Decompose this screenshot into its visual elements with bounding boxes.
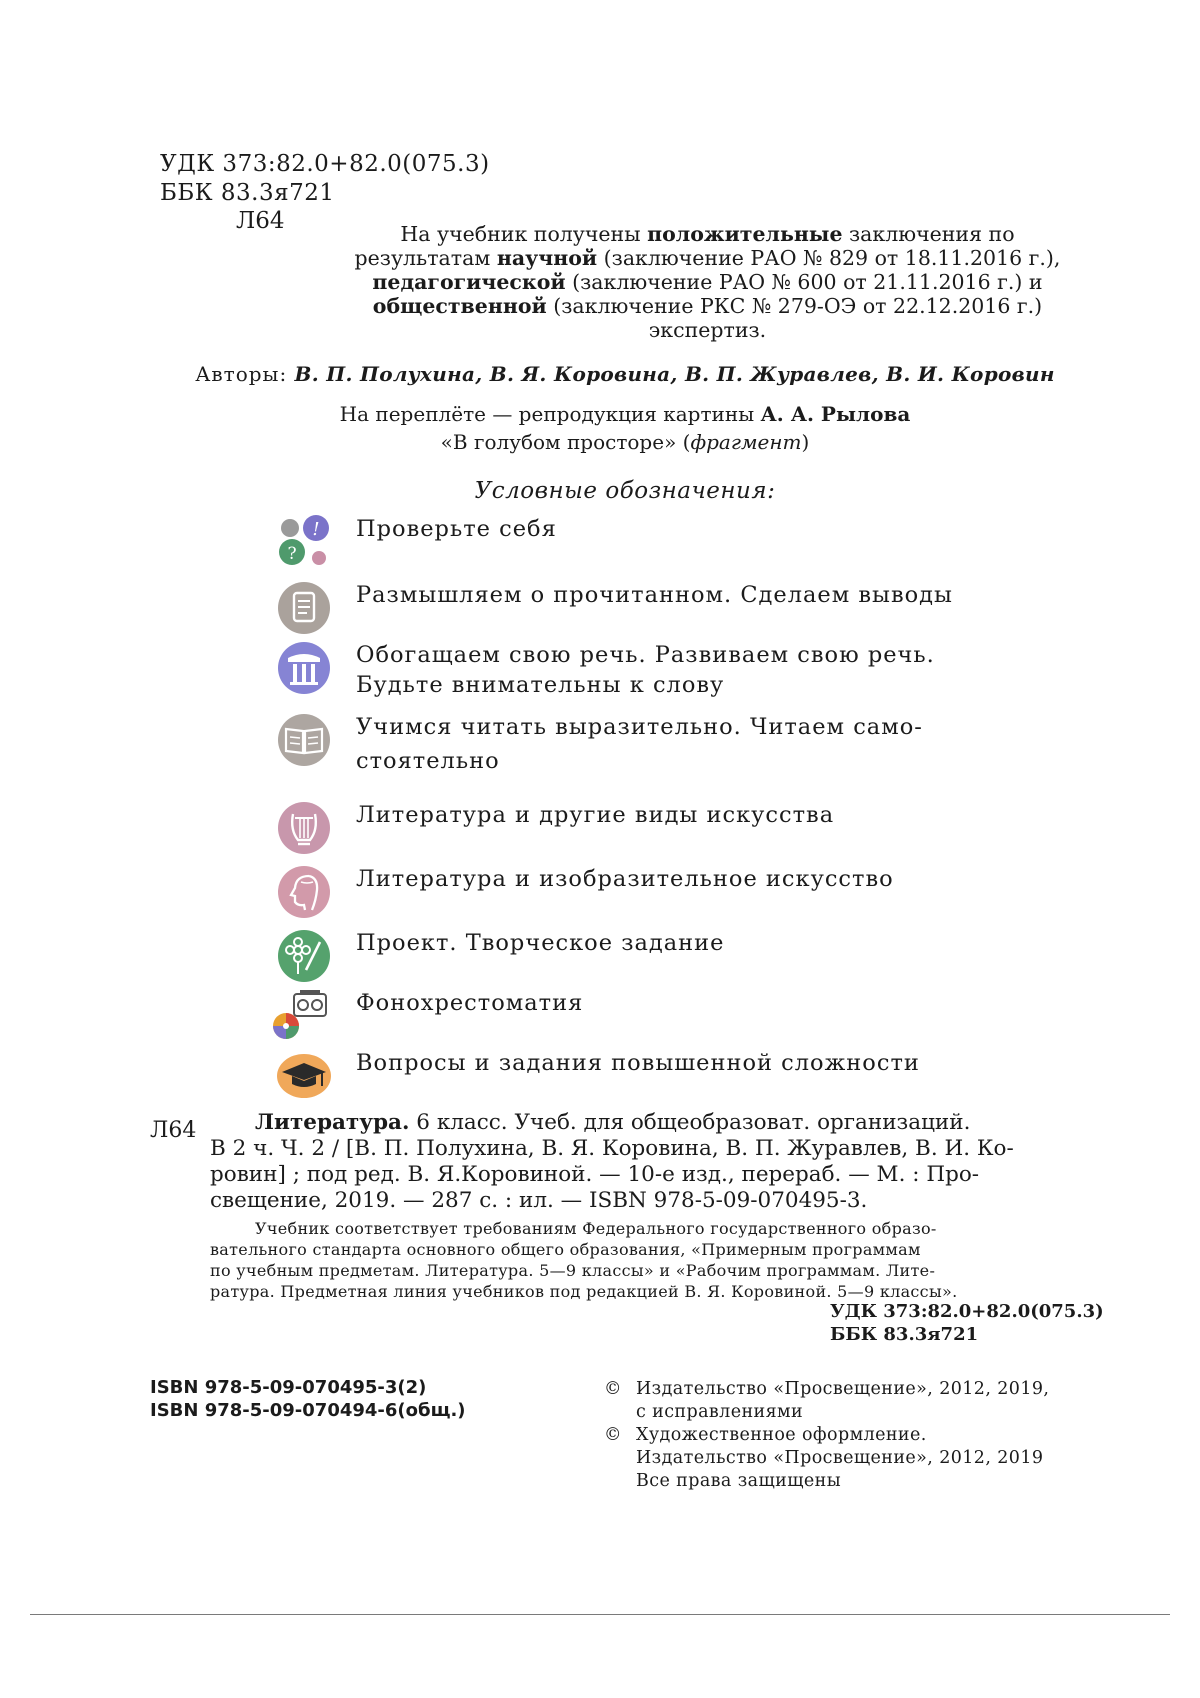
legend-title: Условные обозначения: [474, 478, 776, 504]
compliance-line: вательного стандарта основного общего образования, «Примерным программам [210, 1240, 921, 1259]
legend-item-label [356, 640, 935, 700]
legend-item-label: Проверьте себя [356, 516, 557, 542]
copyright-block [604, 1378, 1114, 1493]
flower-pen-icon [276, 928, 332, 984]
citation-udk: УДК 373:82.0+82.0(075.3) [830, 1301, 1104, 1322]
approvals-text [285, 222, 1130, 342]
approvals-text-part: (заключение РАО № 829 от 18.11.2016 г.), [597, 246, 1061, 270]
compliance-line: ратура. Предметная линия учебников под редакцией В. Я. Коровиной. 5—9 классы». [210, 1282, 958, 1301]
isbn-set: ISBN 978-5-09-070494-6(общ.) [150, 1400, 466, 1421]
compliance-line: по учебным предметам. Литература. 5—9 классы» и «Рабочим программам. Лите- [210, 1261, 936, 1280]
graduation-cap-icon [276, 1048, 332, 1104]
citation-bbk: ББК 83.3я721 [830, 1324, 979, 1345]
approvals-text-part: На учебник получены [400, 222, 648, 246]
cover-note-text: «В голубом просторе» ( [440, 430, 691, 454]
isbn-part: ISBN 978-5-09-070495-3(2) [150, 1377, 427, 1398]
legend-item-line: Учимся читать выразительно. Читаем само- [356, 714, 923, 740]
copyright-symbol: © [604, 1425, 622, 1445]
approvals-text-part: (заключение РАО № 600 от 21.11.2016 г.) и [565, 270, 1043, 294]
legend-item-line: Обогащаем свою речь. Развиваем свою речь. [356, 642, 935, 668]
citation-author-mark: Л64 [150, 1118, 197, 1143]
citation-line: ровин] ; под ред. В. Я.Коровиной. — 10-е изд., перераб. — М. : Про- [210, 1162, 980, 1187]
copyright-line: Издательство «Просвещение», 2012, 2019 [636, 1448, 1044, 1468]
legend-item-line: стоятельно [356, 748, 500, 774]
udk-bbk-block [160, 150, 490, 208]
legend-item [276, 514, 1136, 574]
cover-note-text: На переплёте — репродукция картины [339, 402, 761, 426]
legend-item [276, 988, 1136, 1048]
authors-label: Авторы: [195, 362, 295, 386]
approvals-text-part: экспертиз. [648, 318, 767, 342]
cover-note [150, 400, 1100, 456]
copyright-line: с исправлениями [636, 1402, 804, 1422]
approvals-text-part: заключения по [842, 222, 1015, 246]
authors-names: В. П. Полухина, В. Я. Коровина, В. П. Журавлев, В. И. Коровин [294, 362, 1055, 386]
approvals-emphasis: общественной [372, 294, 547, 318]
svg-text:!: ! [312, 519, 320, 540]
compliance-note [210, 1218, 1115, 1302]
legend-item-line: Будьте внимательны к слову [356, 672, 725, 698]
legend-item-label: Литература и другие виды искусства [356, 802, 835, 828]
citation-line: свещение, 2019. — 287 с. : ил. — ISBN 978-5-09-070495-3. [210, 1188, 868, 1213]
legend-item [276, 580, 1136, 640]
legend-item [276, 640, 1136, 700]
legend-item-label [356, 712, 923, 776]
approvals-emphasis: научной [496, 246, 598, 270]
bibliographic-citation [210, 1110, 1115, 1214]
painter-name: А. А. Рылова [760, 402, 911, 426]
column-icon [276, 640, 332, 696]
citation-line: 6 класс. Учеб. для общеобразоват. организаций. [409, 1110, 971, 1135]
udk-code: УДК 373:82.0+82.0(075.3) [160, 151, 490, 177]
approvals-emphasis: положительные [647, 222, 843, 246]
page-bottom-rule [30, 1614, 1170, 1615]
lyre-icon [276, 800, 332, 856]
legend-item-label: Вопросы и задания повышенной сложности [356, 1050, 920, 1076]
legend-item [276, 800, 1136, 860]
copyright-line: Художественное оформление. [636, 1425, 927, 1445]
legend-item [276, 864, 1136, 924]
legend-item-label: Проект. Творческое задание [356, 930, 725, 956]
profile-head-icon [276, 864, 332, 920]
authors-line [150, 362, 1100, 386]
legend-item [276, 1048, 1136, 1108]
legend-item-label: Размышляем о прочитанном. Сделаем выводы [356, 582, 953, 608]
open-book-icon [276, 712, 332, 768]
check-yourself-icon [276, 514, 332, 570]
copyright-symbol: © [604, 1379, 622, 1399]
cover-note-text: ) [801, 430, 810, 454]
legend-item [276, 712, 1136, 772]
citation-line: В 2 ч. Ч. 2 / [В. П. Полухина, В. Я. Коровина, В. П. Журавлев, В. И. Ко- [210, 1136, 1014, 1161]
author-mark: Л64 [236, 208, 285, 234]
scroll-icon [276, 580, 332, 636]
compliance-line: Учебник соответствует требованиям Федерального государственного образо- [255, 1219, 937, 1238]
legend-item-label: Фонохрестоматия [356, 990, 584, 1016]
approvals-text-part: (заключение РКС № 279-ОЭ от 22.12.2016 г.) [546, 294, 1043, 318]
bbk-code: ББК 83.3я721 [160, 180, 335, 206]
cd-player-icon [268, 988, 332, 1044]
isbn-block [150, 1376, 466, 1422]
citation-title: Литература. [255, 1110, 410, 1135]
svg-text:?: ? [287, 544, 297, 564]
copyright-line: Все права защищены [636, 1471, 842, 1491]
citation-classification [830, 1300, 1104, 1346]
approvals-emphasis: педагогической [372, 270, 566, 294]
fragment-label: фрагмент [690, 430, 802, 454]
approvals-text-part: результатам [354, 246, 497, 270]
legend-item [276, 928, 1136, 988]
copyright-line: Издательство «Просвещение», 2012, 2019, [636, 1379, 1050, 1399]
legend-item-label: Литература и изобразительное искусство [356, 866, 894, 892]
